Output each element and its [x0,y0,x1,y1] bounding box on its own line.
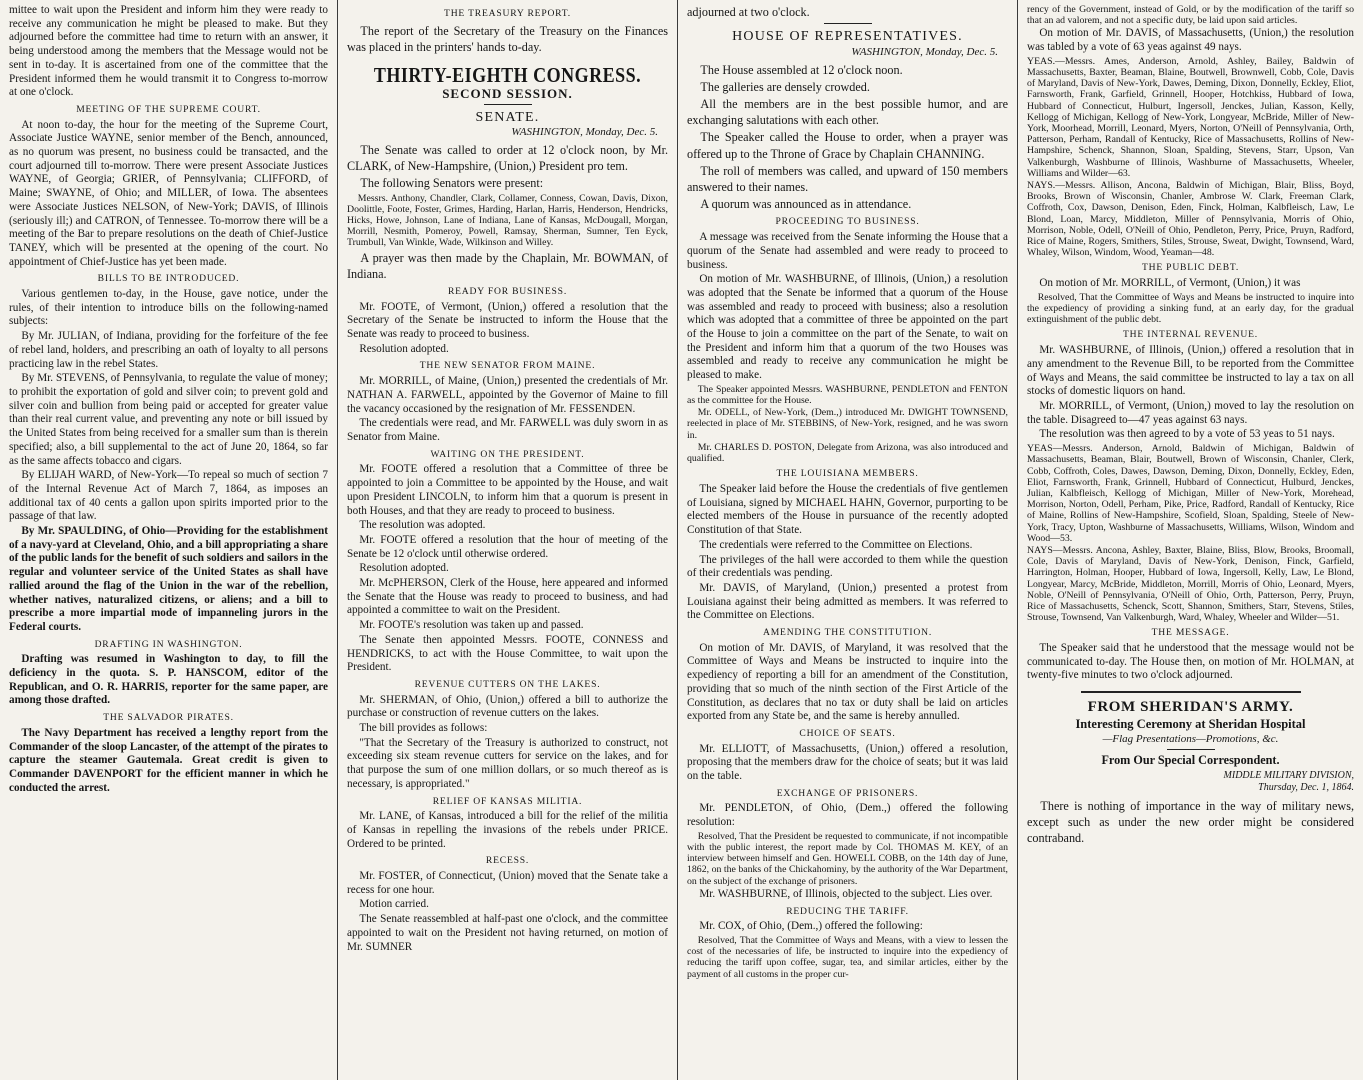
paragraph: Resolved, That the President be requested to communicate, if not incompatible with the public interest, the report made by Col. THOMAS M. KEY, of an interview between himself and Gen. HOWELL COBB, on the 14th day of June, 1862, on the banks of the Chickahominy, by the authority of the War Department, on the subject of the exchange of prisoners. [687,830,1008,887]
paragraph: Mr. McPHERSON, Clerk of the House, here appeared and informed the Senate that the House was ready to proceed to business, and had appointed a committee to wait on the President. [347,577,668,617]
vote-roll: YEAS—Messrs. Anderson, Arnold, Baldwin of Michigan, Baldwin of Massachusetts, Beaman, Blair, Boutwell, Brown of Wisconsin, Chanler, Clerk, Cobb, Coffroth, Coles, Dawes, Dawson, Deming, Dixon, Donnelly, Eckley, Eden, Eliot, Farnsworth, Frank, Grinnell, Hubbard of Connecticut, Hulburd, Jenckes, Julian, Kalbfleisch, Kellogg of Michigan, Miller of New-York, Morehead, Morrison, Norton, Odell, Perham, Pike, Price, Radford, Randall of Kentucky, Rice of Maine, Rollins of New-Hampshire, Scofield, Sloan, Spalding, Steele of New-York, Tracy, Upton, Washburne of Massachusetts, Williams, Wilson, Windom and Wood—53. [1027,443,1354,544]
paragraph: The privileges of the hall were accorded to them while the question of their credentials was pending. [687,553,1008,580]
section-heading: CHOICE OF SEATS. [799,727,896,739]
article-subhead: Interesting Ceremony at Sheridan Hospital [1075,716,1306,731]
section-heading: DRAFTING IN WASHINGTON. [94,638,243,650]
section-heading: RECESS. [485,855,530,867]
divider [1167,749,1215,750]
section-heading: THE SALVADOR PIRATES. [103,712,234,724]
paragraph: By Mr. JULIAN, of Indiana, providing for the forfeiture of the fee of rebel land, holders, and prescribing an oath of loyalty to all persons practicing law in the rebel States. [9,330,328,370]
paragraph: Mr. PENDLETON, of Ohio, (Dem.,) offered the following resolution: [687,802,1008,829]
paragraph: The galleries are densely crowded. [700,79,870,94]
paragraph: Mr. LANE, of Kansas, introduced a bill for the relief of the militia of Kansas in repelling the invasions of the rebels under PRICE. Ordered to be printed. [347,810,668,850]
article-subhead: —Flag Presentations—Promotions, &c. [1102,732,1279,745]
section-heading: PROCEEDING TO BUSINESS. [775,216,920,228]
paragraph: Mr. FOSTER, of Connecticut, (Union) moved that the Senate take a recess for one hour. [347,870,668,896]
section-heading: AMENDING THE CONSTITUTION. [762,627,933,639]
byline: From Our Special Correspondent. [1101,753,1280,768]
paragraph: mittee to wait upon the President and inform him they were ready to receive any communication he might be pleased to make. But they adjourned before the committee had time to return with an answer, it being understood among the members that the Message would not be sent in to-day. It is ascertained from one of the committee that the President informed them he would transmit it to Congress to-morrow at one o'clock. [9,4,328,99]
signature-line: MIDDLE MILITARY DIVISION, [1223,769,1354,781]
divider [484,104,532,105]
section-heading: RELIEF OF KANSAS MILITIA. [432,795,583,807]
section-heading: THE INTERNAL REVENUE. [1122,329,1258,341]
paragraph: Mr. FOOTE's resolution was taken up and passed. [359,619,584,632]
paragraph: A quorum was announced as in attendance. [700,197,912,212]
paragraph: The resolution was then agreed to by a vote of 53 yeas to 51 nays. [1039,428,1335,441]
section-heading: THE LOUISIANA MEMBERS. [776,468,919,480]
paragraph: A prayer was then made by the Chaplain, Mr. BOWMAN, of Indiana. [347,250,668,281]
section-heading: BILLS TO BE INTRODUCED. [97,273,240,285]
paragraph: "That the Secretary of the Treasury is authorized to construct, not exceeding six steam revenue cutters for service on the lakes, and for that purpose the sum of one million dollars, or so much thereof as is necessary, is appropriated." [347,736,668,790]
paragraph: On motion of Mr. DAVIS, of Massachusetts, (Union,) the resolution was tabled by a vote of 63 yeas against 49 nays. [1027,27,1354,54]
paragraph: By Mr. SPAULDING, of Ohio—Providing for the establishment of a navy-yard at Cleveland, Ohio, and a bill appropriating a share of the public lands for the benefit of such soldiers and sailors in the regular and volunteer service of the United States as shall have rallied around the flag of the Union in the war of the rebellion, whether natives, naturalized citizens, or aliens; and a bill to prescribe a more impartial mode of impanneling jurors in the Federal courts. [9,525,328,633]
dateline: WASHINGTON, Monday, Dec. 5. [511,126,658,139]
paragraph: By ELIJAH WARD, of New-York—To repeal so much of section 7 of the Internal Revenue Act of March 7, 1864, as imposes an additional tax of 40 cents a gallon upon spirits imported prior to the passage of that law. [9,469,328,523]
paragraph: The credentials were referred to the Committee on Elections. [699,538,973,551]
paragraph: The roll of members was called, and upward of 150 members answered to their names. [687,163,1008,195]
paragraph: The Senate was called to order at 12 o'clock noon, by Mr. CLARK, of New-Hampshire, (Union,) President pro tem. [347,142,668,174]
paragraph: Mr. DAVIS, of Maryland, (Union,) presented a protest from Louisiana against their being admitted as members. It was referred to the Committee on Elections. [687,581,1008,622]
paragraph: Mr. ELLIOTT, of Massachusetts, (Union,) offered a resolution, proposing that the members draw for the choice of seats; but it was laid on the table. [687,742,1008,783]
session-heading: SECOND SESSION. [442,85,573,101]
paragraph: Mr. MORRILL, of Maine, (Union,) presented the credentials of Mr. NATHAN A. FARWELL, appointed by the Governor of Maine to fill the vacancy occasioned by the resignation of Mr. FESSENDEN. [347,375,668,415]
paragraph: The Navy Department has received a lengthy report from the Commander of the sloop Lancaster, of the attempt of the pirates to capture the steamer Gautemala. Great credit is given to Commander DAVENPORT for the efficient manner in which he conducted the arrest. [9,726,328,794]
section-heading: THE NEW SENATOR FROM MAINE. [419,360,596,372]
section-heading: REDUCING THE TARIFF. [786,905,909,917]
paragraph: The Senate reassembled at half-past one o'clock, and the committee appointed to wait on the President not having returned, on motion of Mr. SUMNER [347,913,668,953]
divider [1081,691,1301,693]
section-heading: WAITING ON THE PRESIDENT. [430,448,585,460]
paragraph: Mr. CHARLES D. POSTON, Delegate from Arizona, was also introduced and qualified. [687,441,1008,465]
column-3 [677,0,1017,1080]
paragraph: rency of the Government, instead of Gold, or by the modification of the tariff so that an ad valorem, and not a specific duty, be laid upon said articles. [1027,4,1354,27]
section-heading: THE PUBLIC DEBT. [1141,262,1240,274]
paragraph: All the members are in the best possible humor, and are exchanging salutations with each other. [687,97,1008,128]
paragraph: Mr. FOOTE, of Vermont, (Union,) offered a resolution that the Secretary of the Senate be instructed to inform the House that the Senate was ready to proceed to business. [347,300,668,341]
column-2 [337,0,677,1080]
section-heading: REVENUE CUTTERS ON THE LAKES. [414,678,601,690]
paragraph: Mr. MORRILL, of Vermont, (Union,) moved to lay the resolution on the table. Disagreed to—47 yeas against 63 nays. [1027,400,1354,426]
paragraph: The Speaker appointed Messrs. WASHBURNE, PENDLETON and FENTON as the committee for the House. [687,383,1008,407]
paragraph: At noon to-day, the hour for the meeting of the Supreme Court, Associate Justice WAYNE, senior member of the Bench, announced, as no quorum was present, no business could be transacted, and the court adjourned till to-morrow. There were present Associate Justices WAYNE, of Georgia; GRIER, of Pennsylvania; CLIFFORD, of Maine; SWAYNE, of Ohio; and MILLER, of Iowa. The absentees were Associate Justices NELSON, of New-York; DAVIS, of Illinois (seriously ill;) and CATRON, of Tennessee. To-morrow there will be a meeting of the Bar to prepare resolutions on the death of Chief-Justice TANEY, which will be presented at the opening of the court. No appointment of Chief-Justice has yet been made. [9,118,328,268]
divider [824,23,872,24]
paragraph: Resolved, That the Committee of Ways and Means be instructed to inquire into the expediency of providing a sinking fund, at an early day, for the gradual extinguishment of the public debt. [1027,291,1354,326]
paragraph: Mr. WASHBURNE, of Illinois, (Union,) offered a resolution that in any amendment to the Revenue Bill, to be reported from the Committee of Ways and Means, the said committee be instructed to lay a tax on all stocks of domestic liquors on hand. [1027,344,1354,398]
paragraph: Mr. FOOTE offered a resolution that a Committee of three be appointed to join a Committee to be appointed by the House, and wait upon President LINCOLN, to inform him that a quorum is present in both Houses, and that they are ready to proceed to business. [347,463,668,517]
paragraph: A message was received from the Senate informing the House that a quorum of the Senate had assembled and were ready to proceed to business. [687,231,1008,271]
paragraph: Resolution adopted. [359,562,449,575]
paragraph: Mr. ODELL, of New-York, (Dem.,) introduced Mr. DWIGHT TOWNSEND, reelected in place of Mr. STEBBINS, of New-York, resigned, and he was sworn in. [687,407,1008,441]
section-heading: THE MESSAGE. [1151,627,1230,639]
paragraph: Mr. SHERMAN, of Ohio, (Union,) offered a bill to authorize the purchase or construction of revenue cutters on the lakes. [347,693,668,720]
paragraph: The House assembled at 12 o'clock noon. [700,62,903,77]
paragraph: The bill provides as follows: [359,722,488,735]
section-heading: READY FOR BUSINESS. [447,285,568,297]
paragraph: On motion of Mr. WASHBURNE, of Illinois, (Union,) a resolution was adopted that the Senate be informed that a quorum of the House was assembled and ready to proceed with business; also a resolution which was adopted that a committee of three be appointed on the part of the House to join a committee on the part of the Senate, to wait on the President and inform him that a quorum of the two Houses was assembled and ready to receive any communication he might be pleased to make. [687,273,1008,382]
section-heading: MEETING OF THE SUPREME COURT. [76,103,261,115]
paragraph: Drafting was resumed in Washington to day, to fill the deficiency in the quota. S. P. HANSCOM, editor of the Republican, and O. R. HARRIS, reporter for the same paper, are among those drafted. [9,653,328,707]
paragraph: There is nothing of importance in the way of military news, except such as under the new order might be considered contraband. [1027,798,1354,846]
paragraph: The credentials were read, and Mr. FARWELL was duly sworn in as Senator from Maine. [347,417,668,443]
paragraph: Mr. FOOTE offered a resolution that the hour of meeting of the Senate be 12 o'clock until otherwise ordered. [347,533,668,560]
signature-block [1027,770,1354,794]
vote-roll: NAYS.—Messrs. Allison, Ancona, Baldwin of Michigan, Blair, Bliss, Boyd, Brooks, Brown of Wisconsin, Chanler, Ambrose W. Clark, Freeman Clark, Coffroth, Cox, Dawson, Denison, Eden, Finck, Holman, Kalbfleisch, Law, Le Blond, Loan, Marcy, Middleton, Miller of Pennsylvania, Morris of Ohio, Morrison, Noble, Odell, O'Neill of Ohio, Pendleton, Perry, Price, Pruyn, Radford, Rice of Maine, Rogers, Smithers, Stiles, Strouse, Sweat, Dwight, Townsend, Ward, Whaley, Wilson, Windom, Wood, Yeaman—48. [1027,180,1354,259]
paragraph: Resolved, That the Committee of Ways and Means, with a view to lessen the cost of the necessaries of life, be instructed to inquire into the expediency of reducing the tariff upon coffee, sugar, tea, and similar articles, either by the payment of all customs in the proper cur- [687,935,1008,980]
vote-roll: YEAS.—Messrs. Ames, Anderson, Arnold, Ashley, Bailey, Baldwin of Massachusetts, Baxter, Beaman, Blaine, Boutwell, Brownwell, Cobb, Cole, Davis of Maryland, Davis of New-York, Dawes, Deming, Dixon, Donnelly, Eckley, Eliot, Farnsworth, Frank, Garfield, Grinnell, Hooper, Hotchkiss, Hubbard of Iowa, Hubbard of Connecticut, Hulburt, Ingersoll, Jenckes, Julian, Kasson, Kelly, Kellogg of Michigan, Kellogg of New-York, Longyear, McBride, Miller of New-York, Moorhead, Morrill, Leonard, Myers, Norton, O'Neill of Pennsylvania, Orth, Patterson, Perham, Randall of Kentucky, Rice of Massachusetts, Rollins of New-Hampshire, Schenck, Shannon, Sloan, Spalding, Stevens, Starr, Upson, Van Valkenburgh, Washburne of Illinois, Washburne of Massachusetts, Wheeler, Williams and Wilder—63. [1027,55,1354,179]
section-heading: EXCHANGE OF PRISONERS. [776,787,919,799]
paragraph: adjourned at two o'clock. [687,5,810,19]
chamber-heading: SENATE. [475,109,540,125]
section-heading: THE TREASURY REPORT. [444,8,571,19]
article-headline: FROM SHERIDAN'S ARMY. [1087,699,1294,716]
chamber-heading: HOUSE OF REPRESENTATIVES. [732,29,963,45]
paragraph: On motion of Mr. DAVIS, of Maryland, it was resolved that the Committee of Ways and Means be instructed to inquire into the expediency of reporting a bill for an amendment of the Constitution, providing that so much of the ninth section of the First Article of the Constitution, as declares that no tax or duty shall be laid on articles exported from any State be, and the same is hereby annulled. [687,641,1008,723]
paragraph: By Mr. STEVENS, of Pennsylvania, to regulate the value of money; to prohibit the exportation of gold and silver coin; to prevent gold and silver coin and bullion from being paid or accepted for greater value than their real current value, and preventing any note or bill issued by the United States from being received for a smaller sum than is therein specified; also, a bill supplemental to the act of June 20, 1864, so far as the same affects tobacco and cigars. [9,372,328,467]
dateline: WASHINGTON, Monday, Dec. 5. [851,45,998,58]
paragraph: The resolution was adopted. [359,519,486,532]
signature-line: Thursday, Dec. 1, 1864. [1258,781,1354,793]
paragraph: Motion carried. [359,898,429,911]
paragraph: The Speaker called the House to order, when a prayer was offered up to the Throne of Grace by Chaplain CHANNING. [687,130,1008,161]
paragraph: The Senate then appointed Messrs. FOOTE, CONNESS and HENDRICKS, to act with the House Committee, to wait upon the President. [347,633,668,674]
column-4 [1017,0,1363,1080]
paragraph: The following Senators were present: [360,176,544,191]
congress-masthead: THIRTY-EIGHTH CONGRESS. [373,63,642,87]
column-1 [0,0,337,1080]
vote-roll: NAYS—Messrs. Ancona, Ashley, Baxter, Blaine, Bliss, Blow, Brooks, Broomall, Cole, Davis of Maryland, Davis of New-York, Denison, Finck, Garfield, Harrington, Holman, Hooper, Hubbard of Iowa, Ingersoll, Kelly, Law, Le Blond, Longyear, Marcy, McBride, Middleton, Morrill, Morris of Ohio, Leonard, Myers, Noble, O'Neill of Pennsylvania, O'Neill of Ohio, Orth, Patterson, Perry, Pruyn, Rice of Massachusetts, Schenck, Scott, Shannon, Smithers, Starr, Stevens, Stiles, Strouse, Townsend, Van Valkenburgh, Ward, Whaley, Wheeler and Wilder—51. [1027,544,1354,624]
paragraph: The report of the Secretary of the Treasury on the Finances was placed in the printers' hands to-day. [347,23,668,54]
paragraph: The Speaker said that he understood that the message would not be communicated to-day. The House then, on motion of Mr. HOLMAN, at twenty-five minutes to two o'clock adjourned. [1027,642,1354,682]
senators-list: Messrs. Anthony, Chandler, Clark, Collamer, Conness, Cowan, Davis, Dixon, Doolittle, Foote, Foster, Grimes, Harding, Harlan, Harris, Henderson, Hendricks, Hicks, Howe, Johnson, Lane of Indiana, Lane of Kansas, McDougall, Morgan, Morrill, Nesmith, Pomeroy, Powell, Ramsay, Sherman, Sumner, Ten Eyck, Trumbull, Van Winkle, Wade, Wilkinson and Willey. [347,192,668,249]
paragraph: On motion of Mr. MORRILL, of Vermont, (Union,) it was [1039,277,1301,290]
paragraph: Resolution adopted. [359,342,449,355]
paragraph: Mr. COX, of Ohio, (Dem.,) offered the following: [699,920,923,933]
paragraph: Mr. WASHBURNE, of Illinois, objected to the subject. Lies over. [699,887,993,900]
paragraph: Various gentlemen to-day, in the House, gave notice, under the rules, of their intention to introduce bills on the following-named subjects: [9,288,328,328]
paragraph: The Speaker laid before the House the credentials of five gentlemen of Louisiana, signed by MICHAEL HAHN, Governor, purporting to be elected members of the House in pursuance of the recently adopted Constitution of that State. [687,483,1008,537]
